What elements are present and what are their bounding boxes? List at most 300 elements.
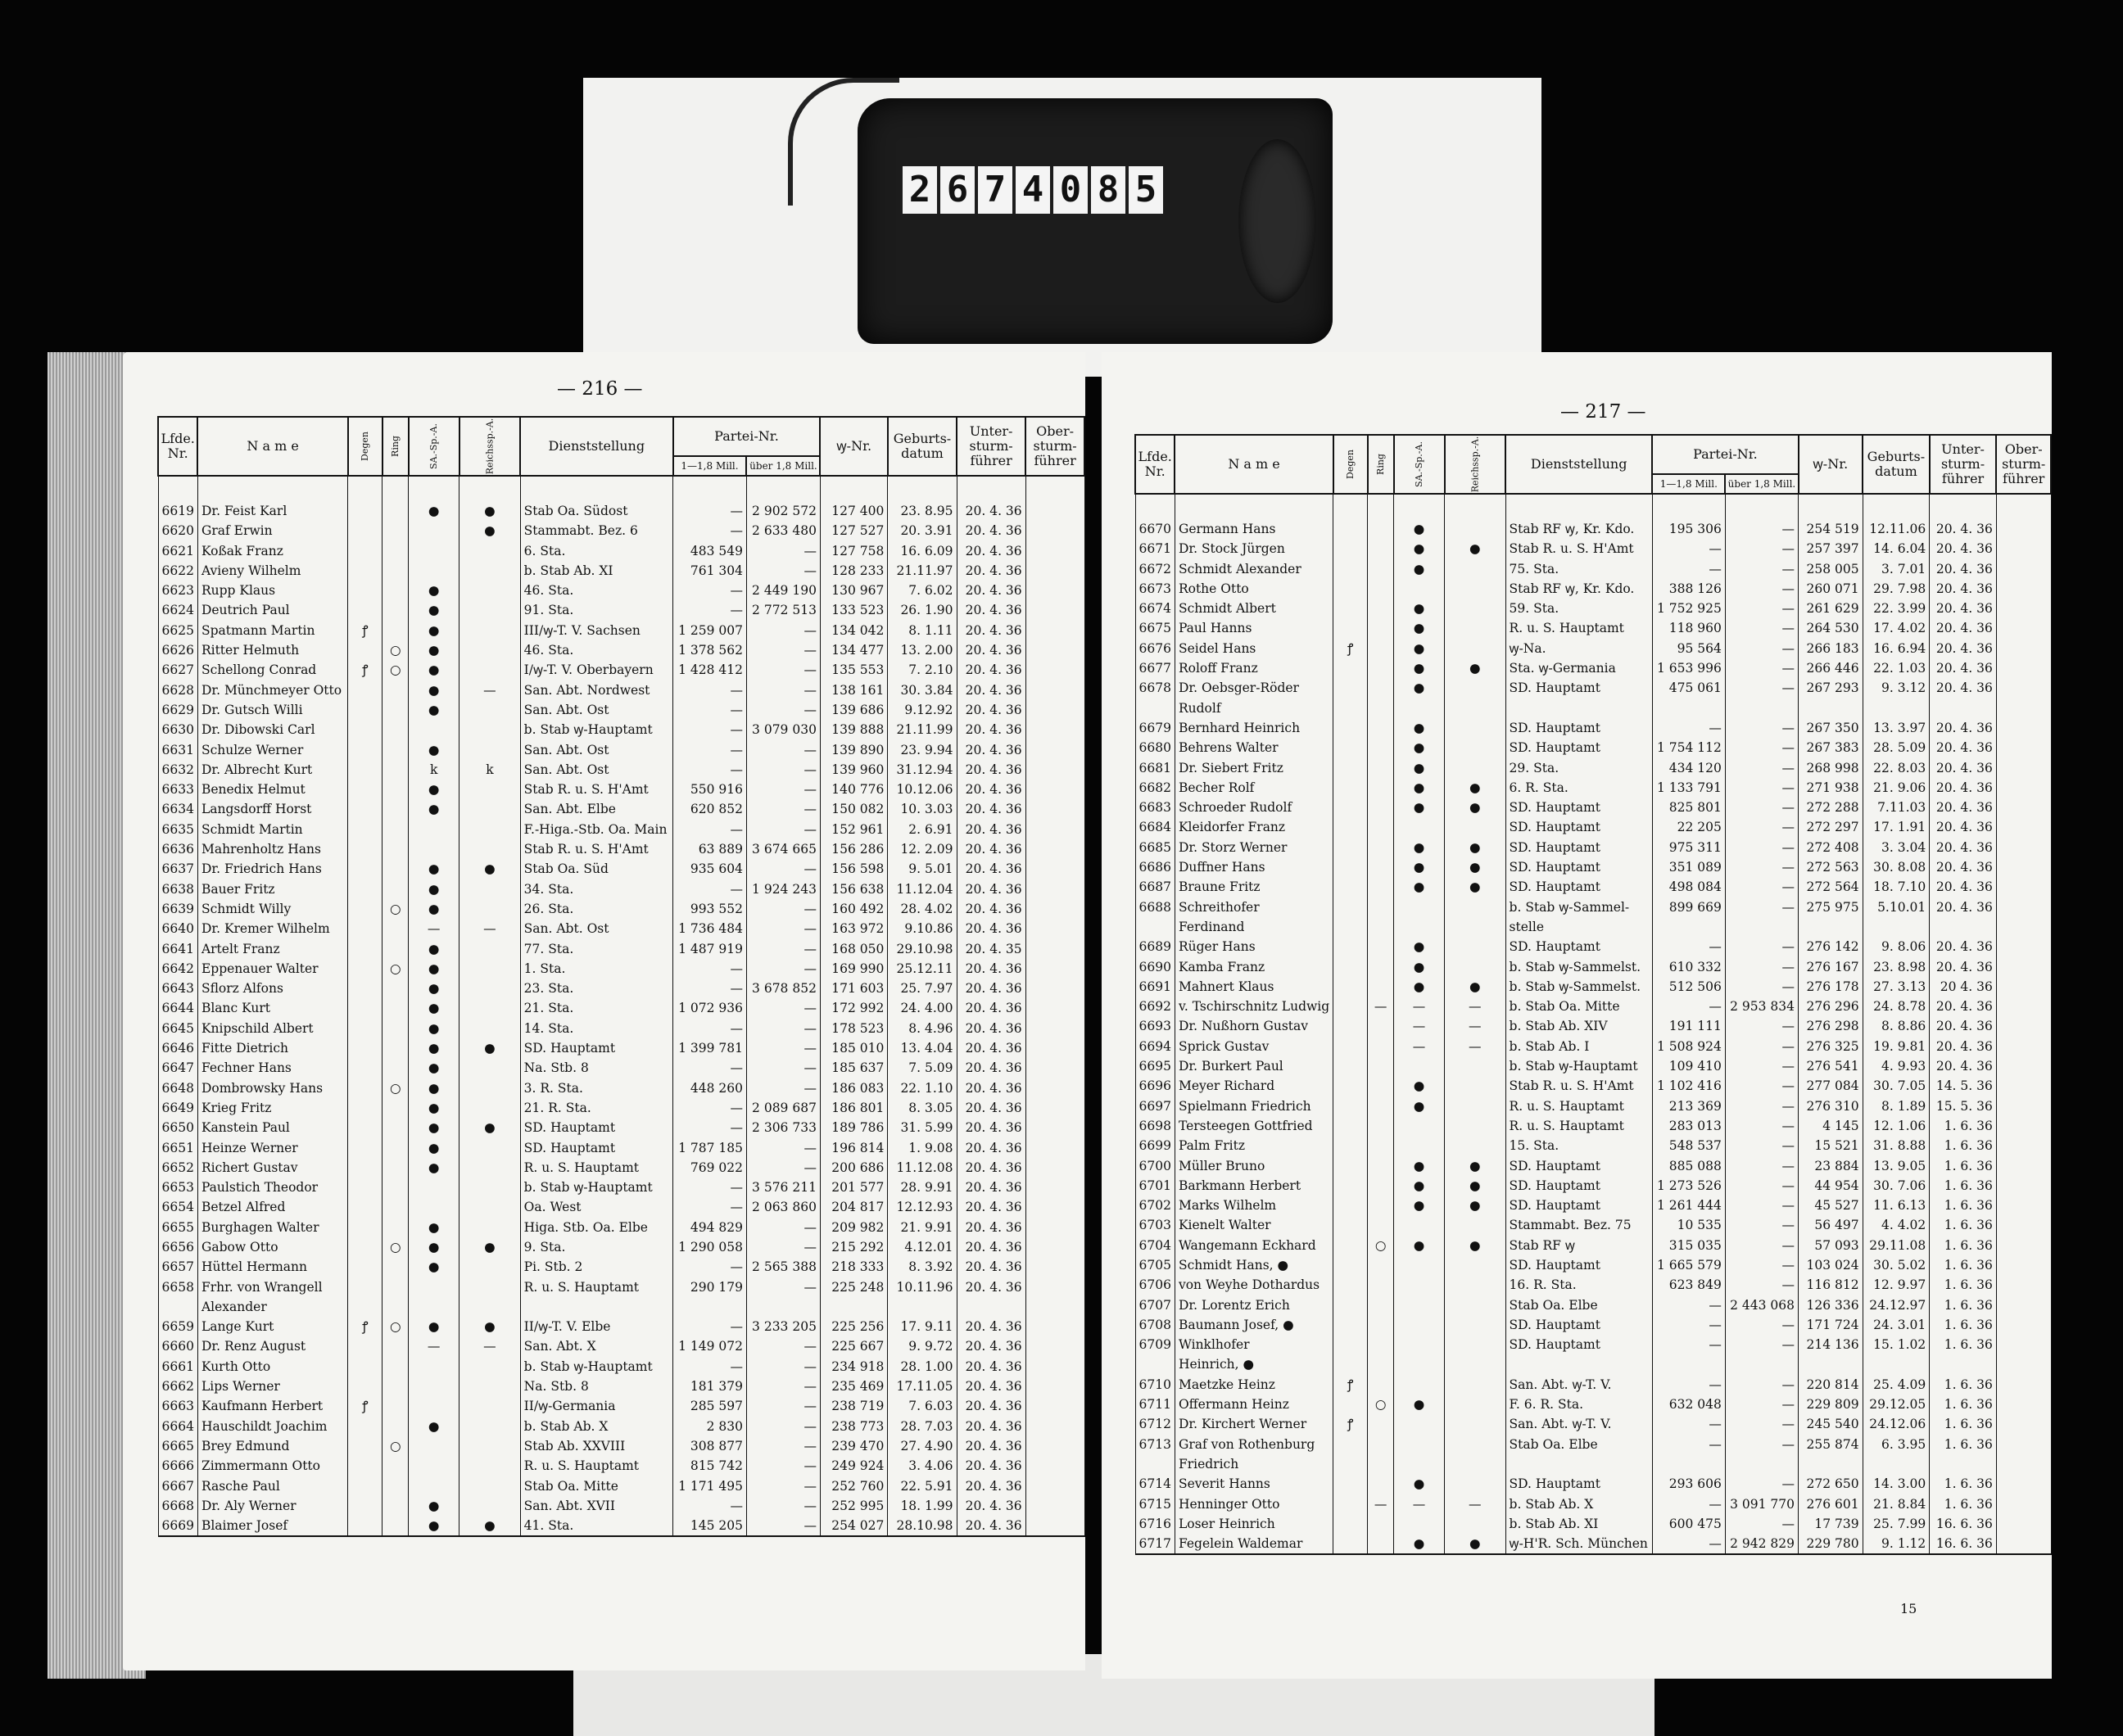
cell-dienststellung: SD. Hauptamt (1505, 678, 1652, 698)
cell-geburtsdatum: 22. 8.03 (1863, 758, 1930, 778)
cell-degen (348, 780, 383, 799)
cell-partei-nr-low: 118 960 (1652, 618, 1725, 638)
cell-name: Schmidt Alexander (1175, 559, 1333, 579)
cell-partei-nr-low: 1 736 484 (673, 919, 747, 938)
table-row (1135, 1176, 2051, 1196)
cell-dienststellung: Na. Stb. 8 (520, 1377, 672, 1396)
cell-partei-nr-low: 761 304 (673, 561, 747, 581)
cell-partei-nr-high: — (1725, 678, 1798, 698)
cell-partei-nr-low: 1 752 925 (1652, 599, 1725, 618)
cell-sa-sportabzeichen: — (1394, 1494, 1445, 1514)
cell-reichssportabzeichen (1445, 1275, 1506, 1295)
cell-sa-sportabzeichen: — (1394, 1016, 1445, 1036)
cell-partei-nr-high: — (1725, 1156, 1798, 1176)
cell-ss-nr: 169 990 (820, 959, 887, 979)
cell-ss-nr: 156 598 (820, 859, 887, 879)
cell-partei-nr-low: 22 205 (1652, 817, 1725, 837)
cell-untersturmfuehrer: 20. 4. 36 (957, 899, 1025, 919)
table-row (1135, 559, 2051, 579)
cell-geburtsdatum: 2. 6.91 (888, 820, 957, 839)
cell-ring (1368, 1016, 1394, 1036)
cell-partei-nr-high: — (1725, 857, 1798, 877)
cell-obersturmfuehrer (1996, 1116, 2051, 1136)
cell-reichssportabzeichen: ● (1445, 1176, 1506, 1196)
cell-geburtsdatum: 5.10.01 (1863, 897, 1930, 917)
table-row (1135, 1435, 2051, 1454)
cell-reichssportabzeichen: ● (1445, 798, 1506, 817)
cell-partei-nr-low: 293 606 (1652, 1474, 1725, 1494)
cell-dienststellung: SD. Hauptamt (1505, 857, 1652, 877)
cell-name: Richert Gustav (197, 1158, 347, 1178)
cell-lfd-nr: 6680 (1135, 738, 1175, 757)
table-row (1135, 1037, 2051, 1056)
cell-partei-nr-low: 290 179 (673, 1277, 747, 1297)
cell-ring (1368, 897, 1394, 917)
cell-ring (1368, 618, 1394, 638)
cell-name: Brey Edmund (197, 1436, 347, 1456)
cell-ring (383, 581, 409, 600)
cell-dienststellung: Stab Oa. Südost (520, 501, 672, 521)
cell-name: Knipschild Albert (197, 1019, 347, 1038)
cell-dienststellung: SD. Hauptamt (1505, 1255, 1652, 1275)
cell-ss-nr: 172 992 (820, 998, 887, 1018)
cell-obersturmfuehrer (1025, 740, 1084, 760)
cell-degen (348, 600, 383, 620)
table-row (1135, 957, 2051, 977)
cell-name: Baumann Josef, ● (1175, 1315, 1333, 1335)
cell-ring (383, 799, 409, 819)
cell-ss-nr: 276 325 (1799, 1037, 1863, 1056)
cell-degen (1333, 798, 1368, 817)
cell-ss-nr: 252 995 (820, 1496, 887, 1516)
cell-ring (1368, 539, 1394, 558)
cell-obersturmfuehrer (1025, 660, 1084, 680)
cell-lfd-nr: 6648 (158, 1078, 197, 1098)
cell-degen (348, 939, 383, 959)
cell-partei-nr-high: — (746, 899, 820, 919)
cell-ring (1368, 1315, 1394, 1335)
cell-partei-nr-low: 935 604 (673, 859, 747, 879)
cell-dienststellung: SD. Hauptamt (1505, 1474, 1652, 1494)
cell-sa-sportabzeichen: — (1394, 997, 1445, 1016)
cell-degen (348, 1377, 383, 1396)
table-row (158, 660, 1084, 680)
cell-geburtsdatum: 7.11.03 (1863, 798, 1930, 817)
cell-name: Offermann Heinz (1175, 1395, 1333, 1414)
cell-reichssportabzeichen (459, 740, 521, 760)
cell-partei-nr-low: 885 088 (1652, 1156, 1725, 1176)
cell-reichssportabzeichen: ● (459, 1237, 521, 1257)
cell-partei-nr-high: — (1725, 1056, 1798, 1076)
cell-partei-nr-high: — (1725, 1016, 1798, 1036)
cell-degen (1333, 519, 1368, 539)
cell-geburtsdatum: 22. 1.03 (1863, 658, 1930, 678)
cell-name: Rüger Hans (1175, 937, 1333, 956)
header-lfd-nr: Lfde. Nr. (1135, 435, 1175, 494)
cell-geburtsdatum: 9. 5.01 (888, 859, 957, 879)
cell-name: Behrens Walter (1175, 738, 1333, 757)
cell-dienststellung: SD. Hauptamt (1505, 1196, 1652, 1215)
cell-partei-nr-low (1652, 1454, 1725, 1474)
cell-geburtsdatum: 3. 7.01 (1863, 559, 1930, 579)
cell-obersturmfuehrer (1996, 1215, 2051, 1235)
cell-geburtsdatum: 21.11.99 (888, 720, 957, 739)
cell-name: Severit Hanns (1175, 1474, 1333, 1494)
cell-ss-nr: 135 553 (820, 660, 887, 680)
cell-obersturmfuehrer (1996, 957, 2051, 977)
cell-ss-nr: 277 084 (1799, 1076, 1863, 1096)
cell-sa-sportabzeichen (409, 1197, 459, 1217)
cell-partei-nr-high: — (746, 1377, 820, 1396)
cell-name: von Weyhe Dothardus (1175, 1275, 1333, 1295)
page-number: — 216 — (557, 378, 643, 400)
cell-geburtsdatum: 8. 1.11 (888, 621, 957, 640)
cell-dienststellung: 23. Sta. (520, 979, 672, 998)
cell-ss-nr: 156 638 (820, 879, 887, 899)
header-reichssportabzeichen: Reichssp.-A. (1469, 436, 1480, 493)
cell-partei-nr-low: 494 829 (673, 1218, 747, 1237)
cell-untersturmfuehrer: 20. 4. 36 (957, 561, 1025, 581)
cell-ss-nr: 257 397 (1799, 539, 1863, 558)
cell-lfd-nr: 6656 (158, 1237, 197, 1257)
cell-degen: ꝭ (348, 660, 383, 680)
cell-partei-nr-high (746, 1297, 820, 1317)
cell-ss-nr: 116 812 (1799, 1275, 1863, 1295)
cell-dienststellung: 75. Sta. (1505, 559, 1652, 579)
cell-reichssportabzeichen: ● (1445, 1236, 1506, 1255)
cell-untersturmfuehrer: 20. 4. 36 (957, 760, 1025, 780)
table-row (158, 541, 1084, 561)
cell-dienststellung: b. Stab ꝡ-Hauptamt (520, 1357, 672, 1377)
cell-ss-nr: 272 563 (1799, 857, 1863, 877)
cell-degen (348, 859, 383, 879)
cell-lfd-nr: 6663 (158, 1396, 197, 1416)
cell-sa-sportabzeichen (1394, 1335, 1445, 1354)
cell-partei-nr-high: 2 565 388 (746, 1257, 820, 1277)
cell-partei-nr-high: 2 443 068 (1725, 1295, 1798, 1315)
cell-sa-sportabzeichen: ● (409, 581, 459, 600)
cell-partei-nr-low: — (1652, 559, 1725, 579)
table-row (158, 1138, 1084, 1158)
table-row (158, 1277, 1084, 1297)
cell-untersturmfuehrer: 20. 4. 36 (957, 581, 1025, 600)
cell-degen (348, 820, 383, 839)
cell-obersturmfuehrer (1025, 1297, 1084, 1317)
cell-dienststellung: Stammabt. Bez. 75 (1505, 1215, 1652, 1235)
cell-reichssportabzeichen (459, 1058, 521, 1078)
cell-untersturmfuehrer: 20. 4. 36 (1930, 817, 1997, 837)
table-row (158, 780, 1084, 799)
cell-partei-nr-high: — (1725, 1335, 1798, 1354)
cell-obersturmfuehrer (1996, 1435, 2051, 1454)
cell-lfd-nr: 6639 (158, 899, 197, 919)
cell-lfd-nr: 6634 (158, 799, 197, 819)
cell-untersturmfuehrer: 20. 4. 36 (1930, 758, 1997, 778)
cell-obersturmfuehrer (1025, 640, 1084, 660)
cell-lfd-nr: 6692 (1135, 997, 1175, 1016)
cell-sa-sportabzeichen: ● (409, 1038, 459, 1058)
cell-lfd-nr: 6676 (1135, 639, 1175, 658)
cell-reichssportabzeichen (459, 1138, 521, 1158)
cell-partei-nr-low: 1 102 416 (1652, 1076, 1725, 1096)
cell-reichssportabzeichen: ● (1445, 1534, 1506, 1554)
cell-dienststellung: b. Stab ꝡ-Hauptamt (520, 720, 672, 739)
cell-name: Wangemann Eckhard (1175, 1236, 1333, 1255)
table-row (1135, 877, 2051, 897)
cell-untersturmfuehrer: 20. 4. 36 (957, 1476, 1025, 1496)
cell-untersturmfuehrer: 16. 6. 36 (1930, 1514, 1997, 1534)
cell-untersturmfuehrer: 20. 4. 36 (1930, 778, 1997, 798)
cell-name: Barkmann Herbert (1175, 1176, 1333, 1196)
counter-knob (1238, 139, 1316, 303)
cell-ring (1368, 1096, 1394, 1116)
cell-geburtsdatum: 21. 8.84 (1863, 1494, 1930, 1514)
cell-name: Hauschildt Joachim (197, 1417, 347, 1436)
cell-obersturmfuehrer (1996, 559, 2051, 579)
cell-ring (1368, 857, 1394, 877)
cell-degen (1333, 1196, 1368, 1215)
cell-reichssportabzeichen: — (1445, 1494, 1506, 1514)
table-row (158, 1257, 1084, 1277)
cell-obersturmfuehrer (1996, 897, 2051, 917)
cell-partei-nr-high: 2 633 480 (746, 521, 820, 540)
cell-geburtsdatum: 8. 3.92 (888, 1257, 957, 1277)
counter-digit: 7 (978, 166, 1012, 214)
cell-geburtsdatum: 17.11.05 (888, 1377, 957, 1396)
cell-sa-sportabzeichen (409, 1396, 459, 1416)
cell-dienststellung: SD. Hauptamt (520, 1038, 672, 1058)
table-row (1135, 1414, 2051, 1434)
cell-partei-nr-low: — (1652, 1534, 1725, 1554)
register-rows (1135, 494, 2051, 1554)
cell-partei-nr-low: — (673, 979, 747, 998)
cell-dienststellung: b. Stab ꝡ-Hauptamt (1505, 1056, 1652, 1076)
cell-ss-nr: 260 071 (1799, 579, 1863, 599)
cell-ring (383, 820, 409, 839)
table-row (1135, 1156, 2051, 1176)
cell-name: Roloff Franz (1175, 658, 1333, 678)
table-row (1135, 1275, 2051, 1295)
cell-dienststellung: 46. Sta. (520, 640, 672, 660)
cell-partei-nr-high: — (1725, 1474, 1798, 1494)
cell-sa-sportabzeichen: ● (409, 660, 459, 680)
cell-degen (348, 1078, 383, 1098)
cell-untersturmfuehrer: 20. 4. 36 (1930, 738, 1997, 757)
cell-partei-nr-low: 550 916 (673, 780, 747, 799)
cell-ring (383, 780, 409, 799)
cell-name: Dr. Nußhorn Gustav (1175, 1016, 1333, 1036)
cell-sa-sportabzeichen: ● (1394, 658, 1445, 678)
cell-partei-nr-low: — (673, 1058, 747, 1078)
cell-ring: — (1368, 997, 1394, 1016)
cell-ss-nr: 272 297 (1799, 817, 1863, 837)
cell-lfd-nr: 6636 (158, 839, 197, 859)
cell-partei-nr-low: 1 171 495 (673, 1476, 747, 1496)
cell-untersturmfuehrer: 20. 4. 36 (957, 740, 1025, 760)
cell-degen (348, 1476, 383, 1496)
table-row (158, 1357, 1084, 1377)
cell-untersturmfuehrer: 20. 4. 36 (1930, 957, 1997, 977)
cell-untersturmfuehrer: 20. 4. 36 (957, 1118, 1025, 1137)
cell-dienststellung: II/ꝡ-Germania (520, 1396, 672, 1416)
cell-reichssportabzeichen (459, 1277, 521, 1297)
cell-partei-nr-low: — (673, 1118, 747, 1137)
cell-untersturmfuehrer: 20. 4. 36 (957, 1218, 1025, 1237)
cell-dienststellung: Oa. West (520, 1197, 672, 1217)
cell-ring (383, 740, 409, 760)
cell-dienststellung: San. Abt. ꝡ-T. V. (1505, 1375, 1652, 1395)
cell-untersturmfuehrer: 20. 4. 36 (957, 1257, 1025, 1277)
cell-reichssportabzeichen: ● (1445, 977, 1506, 997)
cell-dienststellung: SD. Hauptamt (1505, 817, 1652, 837)
cell-geburtsdatum: 8. 3.05 (888, 1098, 957, 1118)
cell-untersturmfuehrer: 1. 6. 36 (1930, 1395, 1997, 1414)
cell-sa-sportabzeichen (1394, 1056, 1445, 1076)
table-row (158, 859, 1084, 879)
cell-ss-nr: 209 982 (820, 1218, 887, 1237)
cell-reichssportabzeichen (459, 1436, 521, 1456)
cell-ring (1368, 718, 1394, 738)
table-row (1135, 1056, 2051, 1076)
cell-obersturmfuehrer (1025, 1357, 1084, 1377)
cell-untersturmfuehrer: 20. 4. 36 (1930, 798, 1997, 817)
page-number: — 217 — (1560, 401, 1646, 423)
table-row (158, 621, 1084, 640)
cell-partei-nr-low: 315 035 (1652, 1236, 1725, 1255)
cell-dienststellung: San. Abt. Ost (520, 760, 672, 780)
cell-geburtsdatum: 28. 4.02 (888, 899, 957, 919)
cell-degen (348, 1496, 383, 1516)
cell-partei-nr-high: — (1725, 1236, 1798, 1255)
header-obersturmfuehrer: Ober-sturm-führer (1025, 417, 1084, 476)
cell-partei-nr-high: — (1725, 1435, 1798, 1454)
cell-reichssportabzeichen (459, 1078, 521, 1098)
cell-degen (1333, 758, 1368, 778)
cell-name: Dr. Storz Werner (1175, 838, 1333, 857)
cell-untersturmfuehrer: 20. 4. 36 (1930, 997, 1997, 1016)
cell-partei-nr-high: — (1725, 1076, 1798, 1096)
cell-sa-sportabzeichen: ● (1394, 1534, 1445, 1554)
cell-sa-sportabzeichen (1394, 1215, 1445, 1235)
table-row (158, 998, 1084, 1018)
table-row (158, 820, 1084, 839)
cell-sa-sportabzeichen (1394, 897, 1445, 917)
cell-partei-nr-high: — (1725, 1255, 1798, 1275)
header-obersturmfuehrer: Ober-sturm-führer (1996, 435, 2051, 494)
cell-ring (1368, 1116, 1394, 1136)
cell-lfd-nr (158, 1297, 197, 1317)
cell-ring (383, 1336, 409, 1356)
cell-reichssportabzeichen (459, 1417, 521, 1436)
cell-lfd-nr: 6697 (1135, 1096, 1175, 1116)
cell-untersturmfuehrer: 20. 4. 36 (957, 820, 1025, 839)
cell-sa-sportabzeichen (409, 1476, 459, 1496)
table-row (1135, 1375, 2051, 1395)
cell-lfd-nr: 6626 (158, 640, 197, 660)
cell-dienststellung: SD. Hauptamt (1505, 877, 1652, 897)
cell-partei-nr-high: — (1725, 937, 1798, 956)
cell-ring (1368, 1176, 1394, 1196)
counter-digit: 4 (1016, 166, 1050, 214)
cell-geburtsdatum: 21.11.97 (888, 561, 957, 581)
cell-reichssportabzeichen (1445, 817, 1506, 837)
cell-name: Braune Fritz (1175, 877, 1333, 897)
cell-name: Kleidorfer Franz (1175, 817, 1333, 837)
cell-lfd-nr: 6671 (1135, 539, 1175, 558)
cell-ss-nr: 276 178 (1799, 977, 1863, 997)
cell-lfd-nr: 6685 (1135, 838, 1175, 857)
cell-partei-nr-low: 195 306 (1652, 519, 1725, 539)
cell-ring: ○ (383, 1436, 409, 1456)
cell-sa-sportabzeichen: ● (409, 501, 459, 521)
cell-ss-nr: 185 637 (820, 1058, 887, 1078)
cell-degen (1333, 877, 1368, 897)
cell-partei-nr-high: — (1725, 639, 1798, 658)
cell-reichssportabzeichen (1445, 1335, 1506, 1354)
cell-reichssportabzeichen (459, 1098, 521, 1118)
table-row (158, 1118, 1084, 1137)
cell-reichssportabzeichen (1445, 698, 1506, 718)
table-row (1135, 937, 2051, 956)
cell-dienststellung: 34. Sta. (520, 879, 672, 899)
header-partei-nr: Partei-Nr. (673, 417, 821, 456)
cell-obersturmfuehrer (1025, 501, 1084, 521)
cell-dienststellung: b. Stab Ab. XIV (1505, 1016, 1652, 1036)
cell-reichssportabzeichen (1445, 639, 1506, 658)
cell-sa-sportabzeichen: ● (409, 1417, 459, 1436)
cell-dienststellung: Higa. Stb. Oa. Elbe (520, 1218, 672, 1237)
cell-partei-nr-low: — (673, 1496, 747, 1516)
cell-partei-nr-high: — (746, 660, 820, 680)
cell-dienststellung: SD. Hauptamt (1505, 838, 1652, 857)
cell-degen: ꝭ (348, 621, 383, 640)
table-row (158, 1237, 1084, 1257)
cell-degen (1333, 1354, 1368, 1374)
cell-name: Frhr. von Wrangell (197, 1277, 347, 1297)
table-row (1135, 698, 2051, 718)
cell-sa-sportabzeichen: ● (409, 1098, 459, 1118)
cell-sa-sportabzeichen (1394, 917, 1445, 937)
cell-untersturmfuehrer: 20. 4. 36 (957, 521, 1025, 540)
cell-sa-sportabzeichen: ● (1394, 1076, 1445, 1096)
cell-partei-nr-low: — (1652, 1335, 1725, 1354)
cell-sa-sportabzeichen (1394, 1255, 1445, 1275)
cell-lfd-nr: 6708 (1135, 1315, 1175, 1335)
cell-reichssportabzeichen (1445, 718, 1506, 738)
cell-geburtsdatum: 27. 3.13 (1863, 977, 1930, 997)
cell-ring (1368, 1275, 1394, 1295)
table-row (1135, 1474, 2051, 1494)
cell-name: Kaufmann Herbert (197, 1396, 347, 1416)
cell-name: Rasche Paul (197, 1476, 347, 1496)
cell-ring (383, 1197, 409, 1217)
cell-lfd-nr: 6622 (158, 561, 197, 581)
cell-partei-nr-low: 283 013 (1652, 1116, 1725, 1136)
cell-ring: ○ (383, 899, 409, 919)
cell-partei-nr-high: — (746, 680, 820, 700)
table-row (1135, 1514, 2051, 1534)
cell-geburtsdatum: 23. 9.94 (888, 740, 957, 760)
cell-sa-sportabzeichen (1394, 1295, 1445, 1315)
table-row (158, 1058, 1084, 1078)
cell-partei-nr-low: 145 205 (673, 1516, 747, 1536)
cell-ss-nr: 234 918 (820, 1357, 887, 1377)
cell-sa-sportabzeichen: ● (409, 859, 459, 879)
header-degen: Degen (1344, 450, 1356, 479)
cell-partei-nr-high: — (746, 1038, 820, 1058)
cell-geburtsdatum: 8. 4.96 (888, 1019, 957, 1038)
cell-name: Paulstich Theodor (197, 1178, 347, 1197)
